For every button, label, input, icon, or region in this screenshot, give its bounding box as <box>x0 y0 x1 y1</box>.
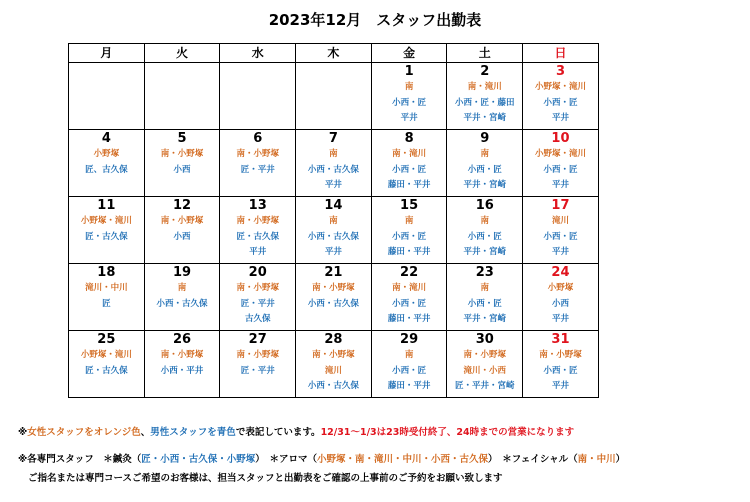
male-staff-names: 小西・匠 <box>467 231 502 242</box>
day-number: 12 <box>172 198 192 213</box>
staff-line <box>447 379 522 395</box>
male-staff-names: 平井・宮崎 <box>463 113 507 123</box>
week-row <box>69 331 599 398</box>
weekday-thu: 木 <box>296 44 372 63</box>
staff-line <box>69 297 144 313</box>
day-number: 18 <box>97 265 116 280</box>
staff-line <box>69 281 144 297</box>
day-cell <box>69 264 145 331</box>
male-staff-names: 古久保 <box>244 314 271 324</box>
male-staff-names: 藤田・平井 <box>387 180 431 190</box>
day-number: 13 <box>248 198 267 213</box>
staff-line <box>220 214 295 230</box>
female-staff-names: 南・滝川 <box>467 82 502 92</box>
specialist-staff-note <box>18 451 738 465</box>
page-title: 2023年12月 スタッフ出勤表 <box>268 11 482 29</box>
day-number: 23 <box>475 265 494 280</box>
note-segment: 匠・小西・古久保・小野塚 <box>141 454 256 465</box>
male-staff-names: 平井 <box>551 247 569 257</box>
day-cell <box>447 264 523 331</box>
staff-line <box>372 163 447 179</box>
male-staff-names: 小西・匠・藤田 <box>455 97 515 108</box>
day-cell <box>296 130 372 197</box>
staff-line <box>145 230 220 246</box>
staff-line <box>145 364 220 380</box>
staff-line <box>145 281 220 297</box>
staff-line <box>296 230 371 246</box>
male-staff-names: 藤田・平井 <box>387 247 431 257</box>
staff-line <box>523 230 598 246</box>
note-segment: 男性スタッフを青色 <box>150 427 236 438</box>
weekday-wed: 水 <box>220 44 296 63</box>
staff-line <box>447 281 522 297</box>
day-number: 28 <box>324 332 343 347</box>
female-staff-names: 南・小野塚 <box>160 149 204 159</box>
day-number: 14 <box>324 198 343 213</box>
staff-line <box>523 245 598 261</box>
male-staff-names: 匠・古久保 <box>85 365 128 376</box>
male-staff-names: 小西・匠 <box>392 365 427 376</box>
staff-line <box>69 147 144 163</box>
note-segment: 、 <box>140 427 151 438</box>
female-staff-names: 南 <box>480 216 490 226</box>
male-staff-names: 小西・平井 <box>160 365 204 376</box>
staff-line <box>372 379 447 395</box>
staff-line <box>372 364 447 380</box>
male-staff-names: 平井・宮崎 <box>463 180 507 190</box>
male-staff-names: 小西・匠 <box>392 97 427 108</box>
male-staff-names: 小西・匠 <box>543 365 578 376</box>
day-cell <box>523 197 599 264</box>
female-staff-names: 滝川 <box>324 365 342 376</box>
day-cell <box>447 130 523 197</box>
staff-line <box>447 364 522 380</box>
female-staff-names: 南・小野塚 <box>312 283 355 293</box>
male-staff-names: 小西・古久保 <box>307 381 359 391</box>
weekday-header-row <box>69 44 599 63</box>
male-staff-names: 平井 <box>400 113 418 123</box>
staff-line <box>523 163 598 179</box>
weekday-tue: 火 <box>144 44 220 63</box>
day-cell <box>220 264 296 331</box>
day-number: 27 <box>248 332 267 347</box>
female-staff-names: 南・小野塚 <box>539 350 582 360</box>
male-staff-names: 匠・平井 <box>240 164 275 175</box>
staff-line <box>372 312 447 328</box>
staff-line <box>523 214 598 230</box>
female-staff-names: 小野塚 <box>547 283 574 293</box>
female-staff-names: 南 <box>404 350 414 360</box>
female-staff-names: 小野塚・滝川 <box>80 350 132 360</box>
day-number: 19 <box>172 265 192 280</box>
female-staff-names: 南・小野塚 <box>160 350 204 360</box>
day-cell <box>523 63 599 130</box>
male-staff-names: 匠、古久保 <box>85 164 128 175</box>
day-number: 17 <box>551 198 570 213</box>
day-number: 21 <box>324 265 343 280</box>
staff-line <box>145 147 220 163</box>
staff-line <box>220 297 295 313</box>
day-number: 9 <box>480 131 490 146</box>
day-cell <box>220 130 296 197</box>
female-staff-names: 南・小野塚 <box>236 350 279 360</box>
staff-line <box>372 80 447 96</box>
female-staff-names: 南・小野塚 <box>463 350 507 360</box>
staff-line <box>296 297 371 313</box>
male-staff-names: 小西・匠 <box>543 97 578 108</box>
day-number: 8 <box>404 131 414 146</box>
female-staff-names: 小野塚・滝川 <box>80 216 132 226</box>
day-number <box>220 63 295 80</box>
staff-line <box>296 379 371 395</box>
day-number: 25 <box>97 332 116 347</box>
note-segment: ） ＊フェイシャル（ <box>488 454 578 465</box>
note-segment: 南・中川 <box>577 454 616 465</box>
weekday-sat: 土 <box>447 44 523 63</box>
weekday-sun: 日 <box>523 44 599 63</box>
day-cell <box>371 130 447 197</box>
reservation-note: ご指名または専門コースご希望のお客様は、担当スタッフと出勤表をご確認の上事前のご予約をお願い致します <box>28 473 503 484</box>
day-cell <box>69 331 145 398</box>
day-cell <box>220 197 296 264</box>
empty-day-cell <box>296 63 372 130</box>
staff-line <box>296 147 371 163</box>
staff-line <box>145 297 220 313</box>
male-staff-names: 平井・宮崎 <box>463 247 507 257</box>
male-staff-names: 平井 <box>551 314 569 324</box>
male-staff-names: 匠・平井 <box>240 298 275 309</box>
note-segment: 小野塚・南・滝川・中川・小西・古久保 <box>317 454 489 465</box>
staff-line <box>523 348 598 364</box>
staff-line <box>69 364 144 380</box>
staff-line <box>69 214 144 230</box>
empty-day-cell <box>69 63 145 130</box>
note-segment: ） ＊アロマ（ <box>255 454 318 465</box>
day-number: 4 <box>101 131 111 146</box>
day-cell <box>371 63 447 130</box>
staff-line <box>372 230 447 246</box>
male-staff-names: 小西・古久保 <box>307 231 359 242</box>
staff-line <box>296 163 371 179</box>
female-staff-names: 滝川・中川 <box>85 283 128 293</box>
male-staff-names: 小西・古久保 <box>307 164 359 175</box>
female-staff-names: 南 <box>404 82 414 92</box>
staff-line <box>220 163 295 179</box>
weekday-mon: 月 <box>69 44 145 63</box>
day-cell <box>447 63 523 130</box>
week-row <box>69 197 599 264</box>
day-number <box>296 63 371 80</box>
day-cell <box>144 331 220 398</box>
calendar-body <box>69 63 599 398</box>
day-number: 11 <box>97 198 116 213</box>
staff-line <box>372 214 447 230</box>
female-staff-names: 南 <box>329 216 338 226</box>
day-cell <box>371 331 447 398</box>
empty-day-cell <box>220 63 296 130</box>
female-staff-names: 南・滝川 <box>392 283 427 293</box>
female-staff-names: 南 <box>480 283 490 293</box>
female-staff-names: 南・小野塚 <box>160 216 204 226</box>
day-number: 10 <box>551 131 570 146</box>
male-staff-names: 平井 <box>551 180 569 190</box>
staff-line <box>372 147 447 163</box>
day-cell <box>69 130 145 197</box>
male-staff-names: 小西・匠 <box>392 231 427 242</box>
male-staff-names: 匠 <box>102 298 111 309</box>
female-staff-names: 南 <box>404 216 414 226</box>
staff-line <box>296 348 371 364</box>
day-number: 3 <box>555 64 565 79</box>
staff-line <box>447 96 522 112</box>
staff-line <box>447 80 522 96</box>
day-number: 2 <box>480 64 490 79</box>
note-segment: ※ <box>18 427 28 438</box>
day-number <box>69 63 144 80</box>
male-staff-names: 小西・匠 <box>467 298 502 309</box>
male-staff-names: 平井 <box>551 381 569 391</box>
staff-line <box>220 147 295 163</box>
male-staff-names: 匠・平井 <box>240 365 275 376</box>
female-staff-names: 南 <box>177 283 187 293</box>
staff-line <box>372 245 447 261</box>
note-segment: で表記しています。 <box>235 427 321 438</box>
staff-line <box>296 214 371 230</box>
staff-line <box>447 111 522 127</box>
staff-line <box>447 230 522 246</box>
staff-line <box>523 297 598 313</box>
day-cell <box>371 264 447 331</box>
day-number: 22 <box>400 265 419 280</box>
male-staff-names: 小西 <box>173 231 191 242</box>
male-staff-names: 平井・宮崎 <box>463 314 507 324</box>
female-staff-names: 滝川 <box>551 216 569 226</box>
female-staff-names: 南・小野塚 <box>236 216 279 226</box>
day-cell <box>523 264 599 331</box>
staff-line <box>372 348 447 364</box>
staff-line <box>69 163 144 179</box>
staff-line <box>220 348 295 364</box>
staff-line <box>447 163 522 179</box>
male-staff-names: 小西 <box>551 298 569 309</box>
staff-line <box>447 348 522 364</box>
day-cell <box>523 331 599 398</box>
male-staff-names: 小西・古久保 <box>156 298 208 309</box>
staff-line <box>447 214 522 230</box>
female-staff-names: 南・小野塚 <box>236 283 279 293</box>
week-row <box>69 63 599 130</box>
staff-line <box>372 297 447 313</box>
calendar-table <box>68 43 599 398</box>
staff-line <box>372 96 447 112</box>
female-staff-names: 小野塚 <box>93 149 120 159</box>
female-staff-names: 小野塚・滝川 <box>534 82 586 92</box>
day-cell <box>144 197 220 264</box>
day-number: 6 <box>253 131 263 146</box>
staff-line <box>372 178 447 194</box>
day-number: 16 <box>475 198 494 213</box>
female-staff-names: 南・滝川 <box>392 149 427 159</box>
staff-line <box>523 80 598 96</box>
day-number: 15 <box>400 198 419 213</box>
male-staff-names: 匠・古久保 <box>85 231 128 242</box>
day-number: 20 <box>248 265 267 280</box>
staff-line <box>523 379 598 395</box>
staff-line <box>447 245 522 261</box>
day-number: 29 <box>400 332 419 347</box>
male-staff-names: 匠・古久保 <box>236 231 279 242</box>
staff-line <box>145 348 220 364</box>
staff-line <box>372 111 447 127</box>
day-cell <box>296 264 372 331</box>
day-number: 24 <box>551 265 570 280</box>
week-row <box>69 130 599 197</box>
female-staff-names: 南 <box>329 149 338 159</box>
staff-line <box>145 163 220 179</box>
note-segment: ※各専門スタッフ ＊鍼灸（ <box>18 454 142 465</box>
day-number: 5 <box>177 131 187 146</box>
staff-line <box>523 178 598 194</box>
day-number: 26 <box>172 332 192 347</box>
day-cell <box>447 331 523 398</box>
staff-line <box>523 147 598 163</box>
staff-line <box>296 245 371 261</box>
staff-line <box>523 312 598 328</box>
male-staff-names: 小西・匠 <box>467 164 502 175</box>
day-cell <box>371 197 447 264</box>
day-number <box>145 63 220 80</box>
day-cell <box>296 197 372 264</box>
female-staff-names: 南・小野塚 <box>236 149 279 159</box>
male-staff-names: 小西 <box>173 164 191 175</box>
staff-line <box>296 281 371 297</box>
empty-day-cell <box>144 63 220 130</box>
note-segment: 女性スタッフをオレンジ色 <box>27 427 141 438</box>
weekday-fri: 金 <box>371 44 447 63</box>
staff-line <box>296 364 371 380</box>
staff-line <box>447 297 522 313</box>
day-cell <box>523 130 599 197</box>
male-staff-names: 小西・匠 <box>392 298 427 309</box>
note-segment: ） <box>615 454 626 465</box>
staff-line <box>145 214 220 230</box>
staff-line <box>372 281 447 297</box>
staff-line <box>296 178 371 194</box>
staff-line <box>447 147 522 163</box>
staff-line <box>220 281 295 297</box>
male-staff-names: 小西・匠 <box>543 231 578 242</box>
male-staff-names: 小西・匠 <box>543 164 578 175</box>
day-cell <box>447 197 523 264</box>
day-number: 30 <box>475 332 494 347</box>
note-segment: 12/31～1/3は23時受付終了、24時までの営業になります <box>320 427 575 438</box>
staff-line <box>523 111 598 127</box>
male-staff-names: 平井 <box>551 113 569 123</box>
week-row <box>69 264 599 331</box>
male-staff-names: 平井 <box>249 247 267 257</box>
staff-line <box>523 364 598 380</box>
day-cell <box>144 130 220 197</box>
day-cell <box>220 331 296 398</box>
male-staff-names: 平井 <box>324 247 342 257</box>
female-staff-names: 小野塚・滝川 <box>534 149 586 159</box>
female-staff-names: 南・小野塚 <box>312 350 355 360</box>
staff-line <box>69 348 144 364</box>
staff-line <box>220 312 295 328</box>
staff-line <box>447 312 522 328</box>
day-cell <box>296 331 372 398</box>
color-legend-note <box>18 424 738 438</box>
male-staff-names: 匠・平井・宮崎 <box>455 381 515 391</box>
staff-line <box>69 230 144 246</box>
day-cell <box>69 197 145 264</box>
male-staff-names: 小西・匠 <box>392 164 427 175</box>
male-staff-names: 平井 <box>324 180 342 190</box>
staff-line <box>447 178 522 194</box>
male-staff-names: 小西・古久保 <box>307 298 359 309</box>
staff-line <box>523 96 598 112</box>
day-cell <box>144 264 220 331</box>
female-staff-names: 滝川・小西 <box>463 365 507 376</box>
day-number: 7 <box>328 131 338 146</box>
staff-line <box>523 281 598 297</box>
day-number: 1 <box>404 64 414 79</box>
male-staff-names: 藤田・平井 <box>387 314 431 324</box>
staff-line <box>220 230 295 246</box>
day-number: 31 <box>551 332 570 347</box>
female-staff-names: 南 <box>480 149 490 159</box>
staff-line <box>220 364 295 380</box>
staff-line <box>220 245 295 261</box>
male-staff-names: 藤田・平井 <box>387 381 431 391</box>
